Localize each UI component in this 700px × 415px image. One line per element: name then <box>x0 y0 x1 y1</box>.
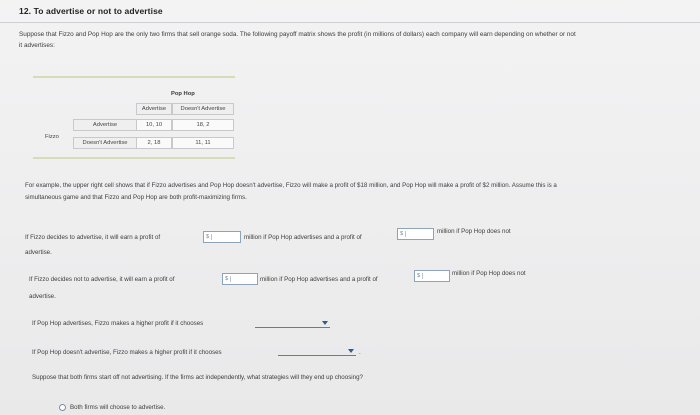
dropdown1-select[interactable] <box>255 318 330 328</box>
row-header-advertise: Advertise <box>73 119 136 131</box>
payoff-cell-a-n: 18, 2 <box>172 119 234 131</box>
dropdown2-text: If Pop Hop doesn't advertise, Fizzo makes a higher profit if it chooses <box>32 349 222 356</box>
table-bottom-rule <box>33 157 235 159</box>
q2-profit-input-2[interactable] <box>414 270 450 282</box>
dollar-sign: $ <box>223 276 231 282</box>
title-divider <box>0 22 700 23</box>
row-header-doesnt-advertise: Doesn't Advertise <box>73 137 136 149</box>
dollar-sign: $ <box>415 273 423 279</box>
col-header-doesnt-advertise: Doesn't Advertise <box>172 103 234 115</box>
dropdown2-select[interactable] <box>278 346 356 356</box>
q2-tail-text: million if Pop Hop does not <box>452 270 526 277</box>
col-player-label: Pop Hop <box>171 91 195 97</box>
dollar-sign: $ <box>398 231 406 237</box>
row-player-label: Fizzo <box>45 134 59 140</box>
payoff-cell-a-a: 10, 10 <box>136 119 172 131</box>
strategy-question: Suppose that both firms start off not advertising. If the firms act independently, what strategies will they end up choosing? <box>32 374 363 381</box>
q1-tail-text: million if Pop Hop does not <box>437 228 511 235</box>
q2-wrap-text: advertise. <box>29 293 56 300</box>
intro-text: Suppose that Fizzo and Pop Hop are the only two firms that sell orange soda. The following payoff matrix shows the profit (in millions of dollars) each company will earn depending on whether or not it advertises: <box>19 31 576 49</box>
example-text: For example, the upper right cell shows that if Fizzo advertises and Pop Hop doesn't advertise, Fizzo will make a profit of $18 million, and Pop Hop will make a profit of $2 million. Assume this is a simultaneous game and that Fizzo and Pop Hop are both profit-maximizing firms. <box>25 182 557 201</box>
payoff-cell-n-a: 2, 18 <box>136 137 172 149</box>
radio-option-1[interactable] <box>59 404 66 411</box>
q1-profit-input-1[interactable] <box>203 231 241 243</box>
table-top-rule <box>33 76 235 78</box>
dropdown2-trailing: . <box>359 349 361 356</box>
chevron-down-icon <box>322 321 328 325</box>
radio-option-1-label[interactable]: Both firms will choose to advertise. <box>70 404 166 411</box>
col-header-advertise: Advertise <box>136 103 172 115</box>
q2-lead-text: If Fizzo decides not to advertise, it will earn a profit of <box>29 276 175 283</box>
chevron-down-icon <box>348 349 354 353</box>
q1-lead-text: If Fizzo decides to advertise, it will earn a profit of <box>25 234 161 241</box>
q1-mid-text: million if Pop Hop advertises and a profit of <box>244 234 362 241</box>
dropdown1-text: If Pop Hop advertises, Fizzo makes a higher profit if it chooses <box>32 320 204 327</box>
q2-profit-input-1[interactable] <box>222 273 258 285</box>
q1-profit-input-2[interactable] <box>397 228 434 240</box>
q2-mid-text: million if Pop Hop advertises and a profit of <box>260 276 378 283</box>
q1-wrap-text: advertise. <box>25 249 52 256</box>
payoff-cell-n-n: 11, 11 <box>172 137 234 149</box>
dollar-sign: $ <box>204 234 212 240</box>
question-title: 12. To advertise or not to advertise <box>19 6 163 16</box>
